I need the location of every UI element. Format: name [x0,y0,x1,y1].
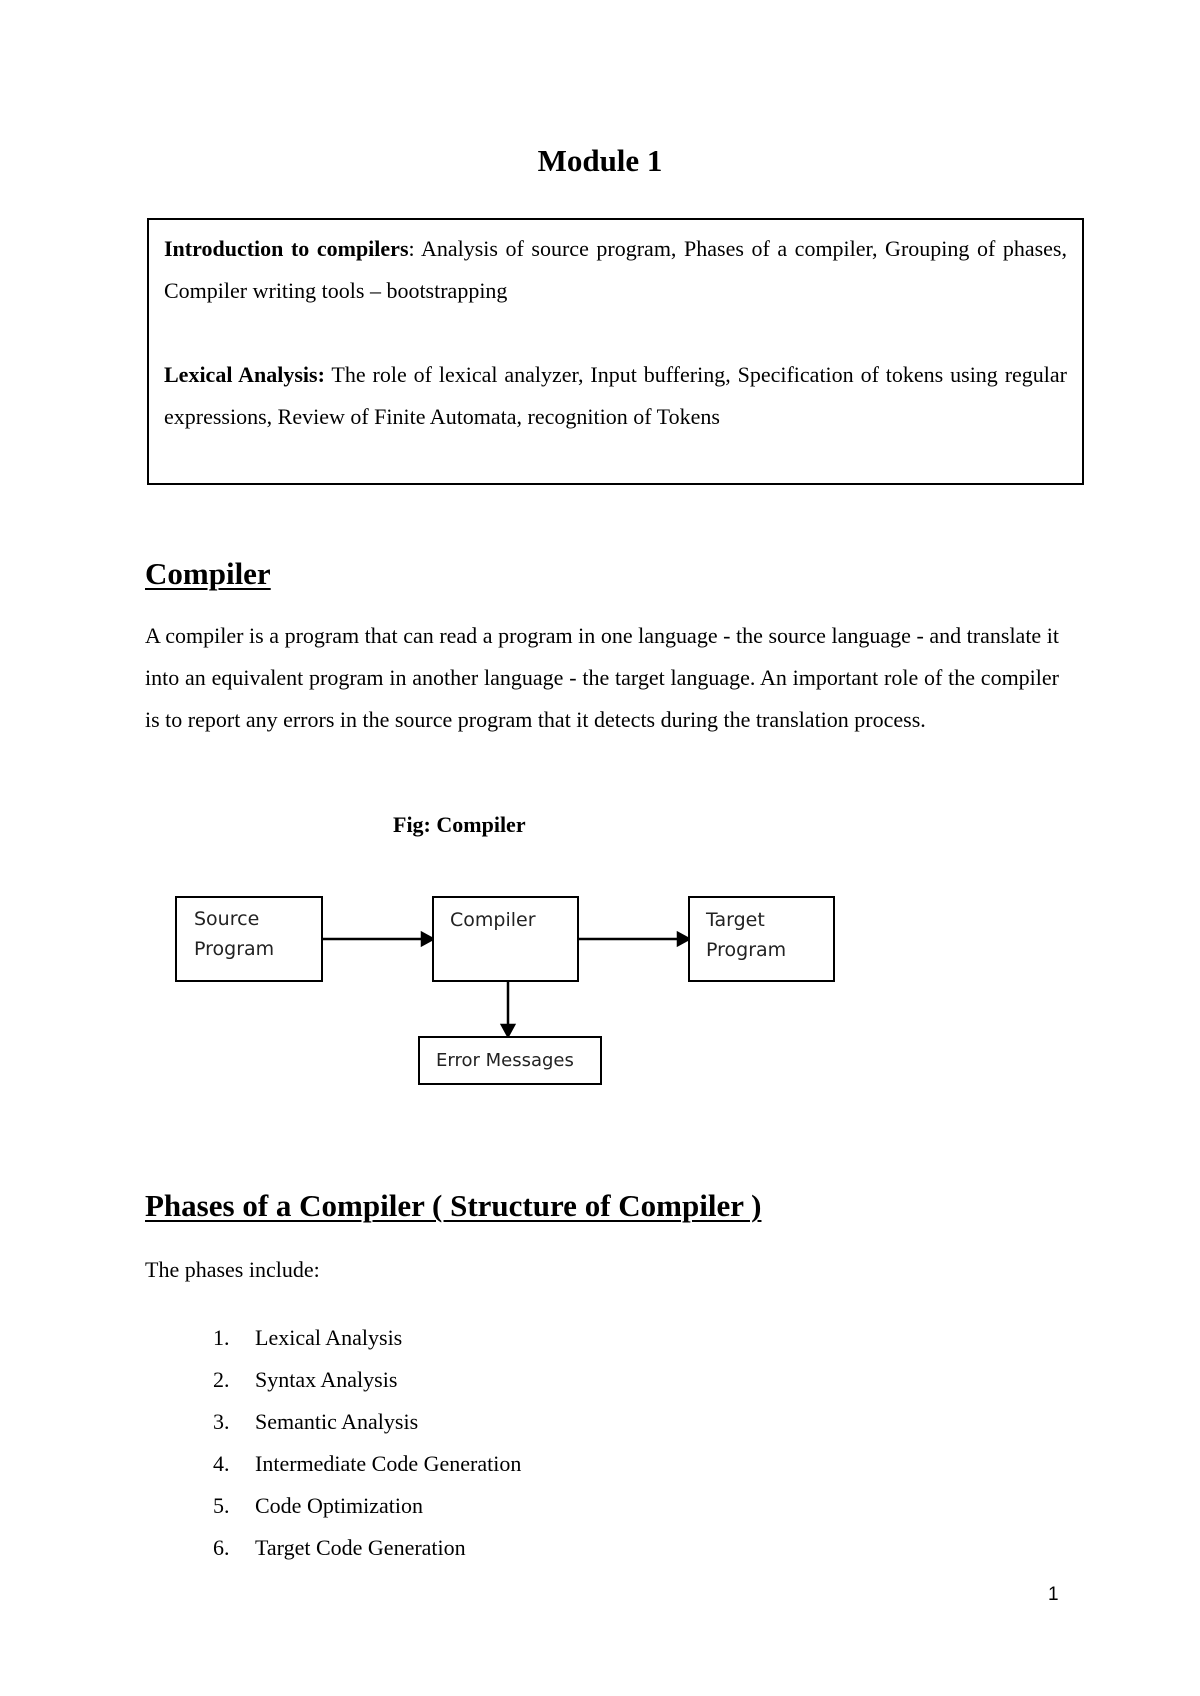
list-item-number: 6. [213,1535,230,1560]
arrowhead-compiler-to-errors [502,1025,514,1036]
source-program-label-1: Source [194,908,260,930]
target-program-label-2: Program [706,939,787,961]
source-program-box [175,896,323,982]
list-item [213,1401,521,1443]
phases-intro: The phases include: [145,1257,320,1282]
list-item [213,1443,521,1485]
syllabus-lexical-text: The role of lexical analyzer, Input buffering, Specification of tokens using regular expressions, Review of Finite Automata, recognition of Tokens [164,362,1068,429]
list-item-label: Syntax Analysis [255,1367,398,1392]
target-program-label-1: Target [706,909,765,931]
page-number: 1 [1048,1584,1059,1605]
compiler-box [432,896,579,982]
list-item-number: 1. [213,1325,230,1350]
list-item-label: Lexical Analysis [255,1325,403,1350]
list-item [213,1527,521,1569]
syllabus-intro-text: : Analysis of source program, Phases of a compiler, Grouping of phases, Compiler writing tools – bootstrapping [164,236,1067,303]
target-program-box [688,896,835,982]
list-item-label: Target Code Generation [255,1535,466,1560]
phases-heading: Phases of a Compiler ( Structure of Compiler ) [145,1188,762,1223]
error-messages-box [418,1036,602,1085]
list-item-number: 5. [213,1493,230,1518]
syllabus-lexical-label: Lexical Analysis: [164,362,325,387]
page-title: Module 1 [537,143,663,178]
list-item-label: Semantic Analysis [255,1409,419,1434]
list-item-label: Intermediate Code Generation [255,1451,522,1476]
list-item [213,1317,521,1359]
compiler-box-label: Compiler [450,909,536,931]
compiler-definition: A compiler is a program that can read a program in one language - the source language - and translate it into an equivalent program in another language - the target language. An important role of the compiler is to report any errors in the source program that it detects during the translation process. [145,623,1059,732]
list-item [213,1485,521,1527]
list-item-label: Code Optimization [255,1493,424,1518]
syllabus-box [147,218,1084,485]
syllabus-lexical [164,354,1067,438]
list-item-number: 4. [213,1451,230,1476]
error-messages-label: Error Messages [436,1050,574,1071]
list-item [213,1359,521,1401]
figure-caption: Fig: Compiler [393,812,526,837]
phase-list [213,1317,521,1569]
syllabus-intro [164,228,1067,312]
syllabus-intro-label: Introduction to compilers [164,236,409,261]
list-item-number: 3. [213,1409,230,1434]
source-program-label-2: Program [194,938,275,960]
compiler-heading: Compiler [145,556,271,591]
list-item-number: 2. [213,1367,230,1392]
